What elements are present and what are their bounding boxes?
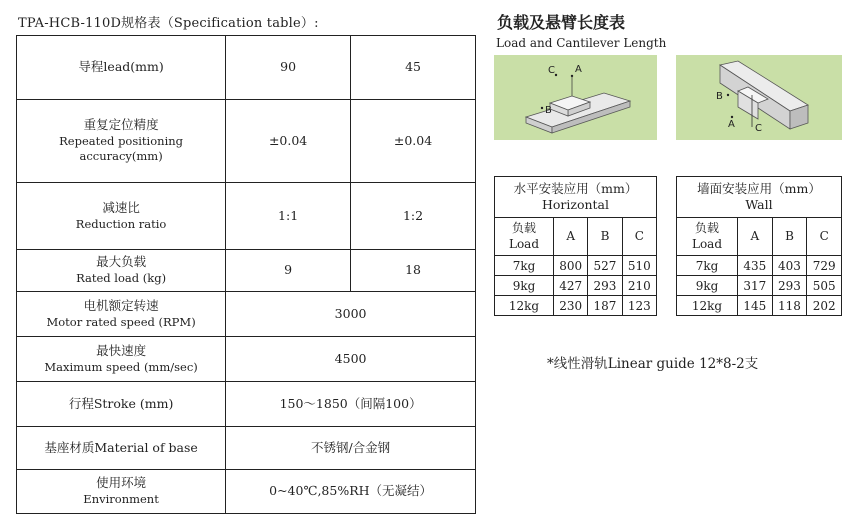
table-header bbox=[677, 177, 842, 218]
wall-mount-diagram bbox=[676, 55, 842, 140]
load-label: 负载 bbox=[511, 220, 536, 235]
spec-label-text: 导程lead(mm) bbox=[78, 59, 164, 75]
diagram-label-c: C bbox=[755, 123, 762, 134]
spec-row-stroke bbox=[17, 382, 476, 427]
linear-guide-note: *线性滑轨Linear guide 12*8-2支 bbox=[547, 356, 759, 372]
table-title: 墙面安装应用（mm） bbox=[697, 180, 821, 196]
spec-label-text: 最快速度 bbox=[96, 342, 147, 358]
table-title-en: Wall bbox=[745, 197, 773, 212]
load-cell: 9kg bbox=[677, 276, 738, 296]
spec-value: 3000 bbox=[226, 292, 476, 337]
load-col-header bbox=[495, 218, 554, 256]
spec-label-text: 行程Stroke (mm) bbox=[68, 395, 174, 411]
load-label-en: Load bbox=[691, 236, 723, 251]
value-cell: 505 bbox=[807, 276, 842, 296]
table-row bbox=[495, 296, 657, 316]
value-cell: 435 bbox=[738, 256, 773, 276]
value-cell: 187 bbox=[588, 296, 622, 316]
horizontal-load-table bbox=[494, 176, 657, 316]
value-cell: 800 bbox=[554, 256, 588, 276]
spec-label bbox=[17, 427, 226, 470]
table-row bbox=[495, 276, 657, 296]
table-title-en: Horizontal bbox=[541, 197, 610, 212]
spec-value: ±0.04 bbox=[351, 100, 476, 183]
diagram-label-c: C bbox=[548, 65, 555, 76]
load-cell: 12kg bbox=[495, 296, 554, 316]
col-header: A bbox=[554, 218, 588, 256]
table-row bbox=[495, 256, 657, 276]
value-cell: 202 bbox=[807, 296, 842, 316]
value-cell: 118 bbox=[772, 296, 807, 316]
load-label-en: Load bbox=[508, 236, 540, 251]
spec-label bbox=[17, 183, 226, 250]
spec-value: 4500 bbox=[226, 337, 476, 382]
spec-label-sub: Motor rated speed (RPM) bbox=[46, 314, 196, 329]
spec-label-text: 最大负载 bbox=[96, 254, 147, 270]
value-cell: 729 bbox=[807, 256, 842, 276]
spec-value: 1:1 bbox=[226, 183, 351, 250]
spec-table bbox=[16, 35, 476, 514]
spec-value: 45 bbox=[351, 36, 476, 100]
value-cell: 527 bbox=[588, 256, 622, 276]
table-row bbox=[677, 276, 842, 296]
spec-value: 0~40℃,85%RH（无凝结） bbox=[226, 470, 476, 514]
value-cell: 317 bbox=[738, 276, 773, 296]
spec-value: 9 bbox=[226, 250, 351, 292]
spec-value: 150～1850（间隔100） bbox=[226, 382, 476, 427]
spec-label bbox=[17, 292, 226, 337]
col-header: B bbox=[588, 218, 622, 256]
spec-label bbox=[17, 250, 226, 292]
value-cell: 293 bbox=[772, 276, 807, 296]
value-cell: 210 bbox=[622, 276, 656, 296]
spec-value: 18 bbox=[351, 250, 476, 292]
horizontal-rail-icon bbox=[494, 55, 657, 140]
spec-label-sub: Environment bbox=[83, 492, 159, 507]
col-header: B bbox=[772, 218, 807, 256]
value-cell: 293 bbox=[588, 276, 622, 296]
spec-label bbox=[17, 337, 226, 382]
spec-label bbox=[17, 100, 226, 183]
horizontal-mount-diagram bbox=[494, 55, 657, 140]
wall-rail-icon bbox=[676, 55, 842, 140]
spec-value: ±0.04 bbox=[226, 100, 351, 183]
col-header: C bbox=[807, 218, 842, 256]
spec-label-text: 使用环境 bbox=[96, 475, 147, 491]
diagram-label-b: B bbox=[545, 105, 552, 116]
spec-label-sub: Maximum speed (mm/sec) bbox=[44, 359, 198, 374]
spec-row-max-speed bbox=[17, 337, 476, 382]
spec-value: 90 bbox=[226, 36, 351, 100]
value-cell: 427 bbox=[554, 276, 588, 296]
wall-load-table bbox=[676, 176, 842, 316]
col-header: C bbox=[622, 218, 656, 256]
diagram-label-b: B bbox=[716, 91, 723, 102]
load-cell: 7kg bbox=[495, 256, 554, 276]
spec-label-text: 重复定位精度 bbox=[83, 117, 159, 133]
spec-label-text: 电机额定转速 bbox=[83, 297, 159, 313]
spec-label-text: 基座材质Material of base bbox=[44, 439, 198, 455]
value-cell: 403 bbox=[772, 256, 807, 276]
spec-row-accuracy bbox=[17, 100, 476, 183]
spec-row-reduction bbox=[17, 183, 476, 250]
load-cell: 7kg bbox=[677, 256, 738, 276]
diagram-label-a: A bbox=[728, 119, 735, 130]
spec-row-lead bbox=[17, 36, 476, 100]
spec-row-load bbox=[17, 250, 476, 292]
load-subtitle: Load and Cantilever Length bbox=[496, 36, 667, 50]
spec-label bbox=[17, 470, 226, 514]
load-col-header bbox=[677, 218, 738, 256]
spec-row-environment bbox=[17, 470, 476, 514]
value-cell: 510 bbox=[622, 256, 656, 276]
value-cell: 145 bbox=[738, 296, 773, 316]
spec-label-sub: Reduction ratio bbox=[75, 216, 167, 231]
spec-value: 1:2 bbox=[351, 183, 476, 250]
spec-label bbox=[17, 382, 226, 427]
table-row bbox=[677, 256, 842, 276]
spec-label bbox=[17, 36, 226, 100]
load-title: 负载及悬臂长度表 bbox=[497, 13, 626, 32]
load-label: 负载 bbox=[694, 220, 719, 235]
table-title: 水平安装应用（mm） bbox=[513, 180, 638, 196]
spec-label-sub: Rated load (kg) bbox=[76, 271, 167, 286]
spec-label-sub: Repeated positioning accuracy(mm) bbox=[59, 133, 184, 164]
value-cell: 123 bbox=[622, 296, 656, 316]
col-header: A bbox=[738, 218, 773, 256]
spec-value: 不锈钢/合金钢 bbox=[226, 427, 476, 470]
spec-label-text: 减速比 bbox=[102, 199, 140, 215]
load-cell: 9kg bbox=[495, 276, 554, 296]
value-cell: 230 bbox=[554, 296, 588, 316]
diagram-label-a: A bbox=[575, 64, 582, 75]
table-header bbox=[495, 177, 657, 218]
spec-row-material bbox=[17, 427, 476, 470]
spec-table-title: TPA-HCB-110D规格表（Specification table）: bbox=[18, 16, 319, 31]
load-cell: 12kg bbox=[677, 296, 738, 316]
table-row bbox=[677, 296, 842, 316]
spec-row-motor-speed bbox=[17, 292, 476, 337]
